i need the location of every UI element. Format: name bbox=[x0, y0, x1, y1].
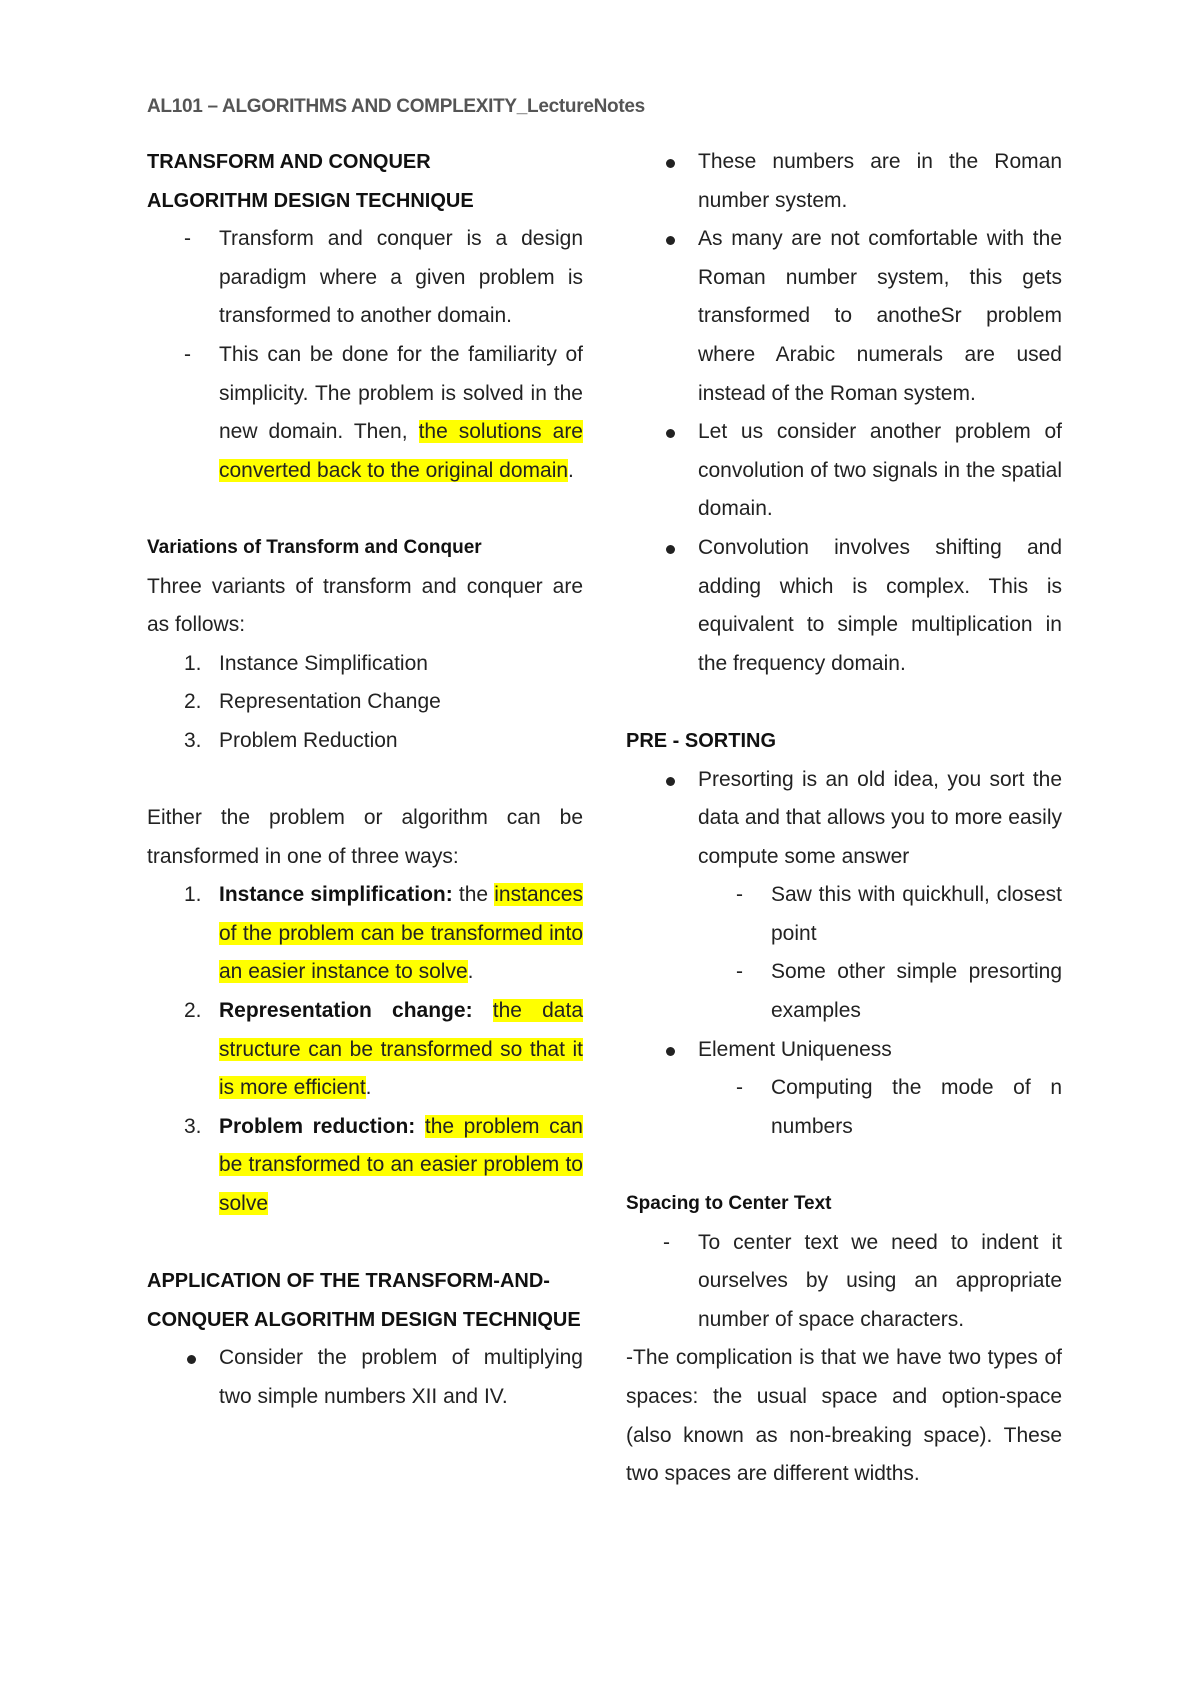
dash-item bbox=[147, 220, 583, 336]
numbered-item bbox=[147, 992, 583, 1108]
bullet-text: Let us consider another problem of convolution of two signals in the spatial domain. bbox=[698, 420, 1062, 521]
section-title: TRANSFORM AND CONQUER bbox=[147, 151, 431, 173]
sub-dash-item bbox=[626, 876, 1062, 953]
either-paragraph: Either the problem or algorithm can be transformed in one of three ways: bbox=[147, 806, 583, 868]
sub-dash-item bbox=[626, 1069, 1062, 1146]
numbered-item bbox=[147, 683, 583, 722]
term-label: Problem reduction: bbox=[219, 1114, 416, 1138]
bullet-item bbox=[147, 1339, 583, 1416]
dash-marker: - bbox=[736, 1076, 743, 1100]
numbered-item bbox=[147, 1108, 583, 1224]
sub-dash-text: Saw this with quickhull, closest point bbox=[771, 883, 1062, 945]
highlighted-text: the solutions are converted back to the original domain bbox=[219, 420, 583, 482]
variant-text: Instance Simplification bbox=[219, 651, 428, 675]
left-column bbox=[147, 143, 583, 1417]
highlighted-text: instances of the problem can be transformed into an easier instance to solve bbox=[219, 883, 583, 984]
sub-dash-item bbox=[626, 953, 1062, 1030]
item-number: 3. bbox=[184, 728, 202, 752]
numbered-item bbox=[147, 722, 583, 761]
bullet-item bbox=[626, 761, 1062, 877]
item-number: 1. bbox=[184, 883, 202, 907]
dash-text: This can be done for the familiarity of simplicity. The problem is solved in the new domain. Then, bbox=[219, 342, 583, 444]
presort-heading: PRE - SORTING bbox=[626, 729, 777, 752]
bullet-text: Element Uniqueness bbox=[698, 1037, 892, 1061]
dash-marker: - bbox=[184, 342, 191, 366]
bullet-icon bbox=[666, 545, 675, 554]
dash-text: To center text we need to indent it ourselves by using an appropriate number of space characters. bbox=[698, 1230, 1062, 1331]
term-end: . bbox=[365, 1076, 372, 1100]
dash-marker: - bbox=[663, 1230, 670, 1254]
bullet-text: Consider the problem of multiplying two simple numbers XII and IV. bbox=[219, 1346, 583, 1408]
bullet-icon bbox=[666, 159, 675, 168]
term-text: the bbox=[452, 883, 495, 907]
spacing-heading: Spacing to Center Text bbox=[626, 1193, 832, 1215]
item-number: 2. bbox=[184, 690, 202, 714]
dash-marker: - bbox=[736, 960, 743, 984]
term-label: Instance simplification: bbox=[219, 883, 453, 907]
bullet-icon bbox=[666, 1047, 675, 1056]
dash-text: Transform and conquer is a design paradigm where a given problem is transformed to another domain. bbox=[219, 227, 583, 328]
term-end: . bbox=[467, 960, 474, 984]
variant-text: Problem Reduction bbox=[219, 728, 398, 752]
item-number: 1. bbox=[184, 651, 202, 675]
bullet-item bbox=[626, 220, 1062, 413]
term-label: Representation change: bbox=[219, 999, 473, 1023]
bullet-item bbox=[626, 1031, 1062, 1070]
bullet-item bbox=[626, 143, 1062, 220]
item-number: 3. bbox=[184, 1114, 202, 1138]
bullet-item bbox=[626, 529, 1062, 683]
right-column bbox=[626, 143, 1062, 1494]
dash-marker: - bbox=[184, 227, 191, 251]
bullet-item bbox=[626, 413, 1062, 529]
dash-text-end: . bbox=[568, 458, 574, 482]
spacing-paragraph: -The complication is that we have two types of spaces: the usual space and option-space (also known as non-breaking space). These two spaces are different widths. bbox=[626, 1346, 1062, 1486]
bullet-icon bbox=[666, 777, 675, 786]
numbered-item bbox=[147, 876, 583, 992]
term-text bbox=[473, 999, 493, 1022]
variations-intro: Three variants of transform and conquer are as follows: bbox=[147, 574, 583, 637]
bullet-icon bbox=[666, 429, 675, 438]
bullet-text: As many are not comfortable with the Roman number system, this gets transformed to anotheSr problem where Arabic numerals are used instead of the Roman system. bbox=[698, 227, 1062, 405]
item-number: 2. bbox=[184, 999, 202, 1023]
section-subtitle: ALGORITHM DESIGN TECHNIQUE bbox=[147, 189, 474, 212]
dash-item bbox=[626, 1224, 1062, 1340]
bullet-text: These numbers are in the Roman number system. bbox=[698, 150, 1062, 212]
bullet-text: Convolution involves shifting and adding which is complex. This is equivalent to simple multiplication in the frequency domain. bbox=[698, 535, 1062, 675]
highlighted-text: the data structure can be transformed so that it is more efficient bbox=[219, 999, 583, 1100]
bullet-icon bbox=[187, 1355, 196, 1364]
dash-item bbox=[147, 336, 583, 490]
application-heading: APPLICATION OF THE TRANSFORM-AND-CONQUER ALGORITHM DESIGN TECHNIQUE bbox=[147, 1270, 581, 1331]
dash-marker: - bbox=[736, 883, 743, 907]
page-header: AL101 – ALGORITHMS AND COMPLEXITY_LectureNotes bbox=[147, 96, 645, 117]
sub-dash-text: Some other simple presorting examples bbox=[771, 960, 1062, 1023]
highlighted-text: the problem can be transformed to an easier problem to solve bbox=[219, 1114, 583, 1216]
variations-heading: Variations of Transform and Conquer bbox=[147, 536, 482, 558]
term-text bbox=[415, 1115, 425, 1138]
sub-dash-text: Computing the mode of n numbers bbox=[771, 1076, 1062, 1138]
variant-text: Representation Change bbox=[219, 690, 441, 714]
bullet-icon bbox=[666, 236, 675, 245]
bullet-text: Presorting is an old idea, you sort the data and that allows you to more easily compute some answer bbox=[698, 767, 1062, 868]
numbered-item bbox=[147, 645, 583, 684]
